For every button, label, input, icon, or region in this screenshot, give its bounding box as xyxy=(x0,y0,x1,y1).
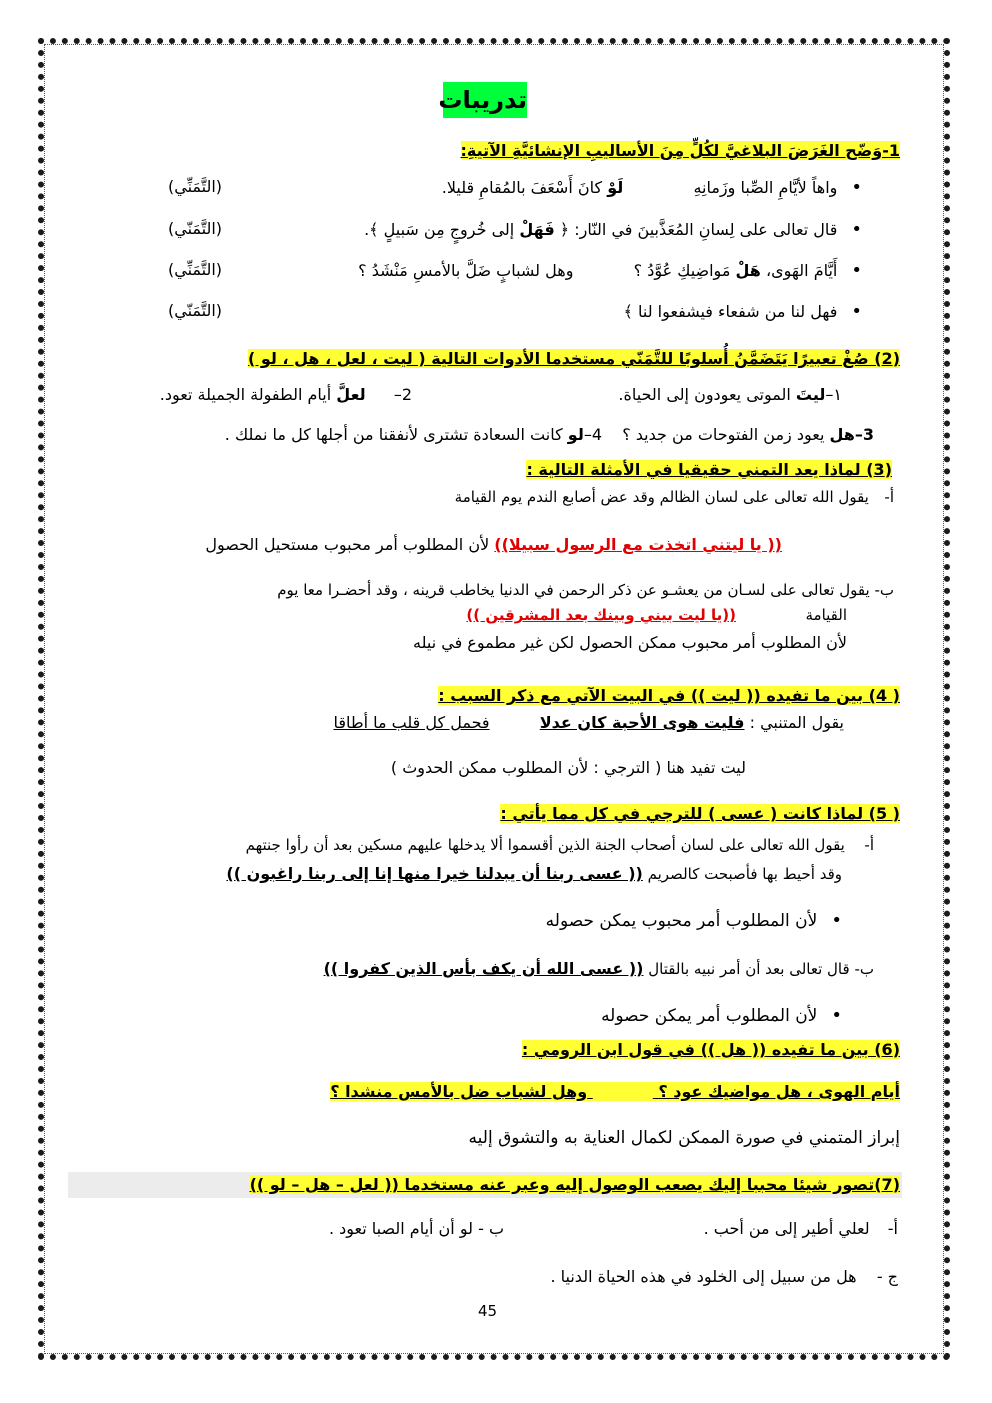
q4-verse-a: فليت هوى الأحبة كان عدلا xyxy=(539,713,745,732)
q7-b-line xyxy=(329,1219,504,1238)
q3-a-text: يقول الله تعالى على لسان الظالم وقد عض أصابع الندم يوم القيامة xyxy=(454,488,869,506)
q5-a-label: أ- xyxy=(864,836,874,854)
q2-item-2-text: أيام الطفولة الجميلة تعود. xyxy=(159,385,332,404)
q3-a-label: أ- xyxy=(884,488,894,506)
q2-item-1-keyword: ليتَ xyxy=(795,385,826,404)
q7-a-text: لعلي أطير إلى من أحب . xyxy=(703,1219,870,1238)
q1-item-2-answer: (التَّمَنّي) xyxy=(168,219,223,238)
q4-verse-b: فحمل كل قلب ما أطاقا xyxy=(333,713,490,732)
q1-item-1-answer: (التَّمَنِّي) xyxy=(168,177,223,196)
q2-item-4-number: 4– xyxy=(583,425,603,444)
q1-item-3 xyxy=(358,260,862,281)
q2-item-1 xyxy=(618,385,842,404)
q3-b-label: ب- xyxy=(874,581,894,599)
q5-b-reason-line xyxy=(601,1005,842,1026)
q2-item-3 xyxy=(225,425,874,444)
q2-item-1-number: ١– xyxy=(825,385,842,404)
q5-b-reason: لأن المطلوب أمر يمكن حصوله xyxy=(601,1006,818,1026)
q2-item-2-number: 2– xyxy=(393,385,412,404)
q4-answer: ليت تفيد هنا ( الترجي : لأن المطلوب ممكن الحدوث ) xyxy=(390,758,746,777)
q3-a-answer xyxy=(205,535,782,554)
q6-verse-a: أيام الهوى ، هل مواضيك عود ؟ xyxy=(658,1082,900,1101)
q1-item-2 xyxy=(364,219,862,240)
q2-item-3-keyword: هل xyxy=(829,425,855,444)
q1-item-3-answer: (التَّمَنِّي) xyxy=(168,260,223,279)
q2-heading: (2) صُغْ تعبيرًا يَتَضَمَّنُ أُسلوبًا للتَّمَنّي مستخدما الأدوات التالية ( ليت ، لعل ، هل ، لو ) xyxy=(248,349,900,368)
page-title: تدريبات xyxy=(443,82,527,118)
q7-heading: (7)تصور شيئا محببا إليك يصعب الوصول إليه وعبر عنه مستخدما (( لعل – هل – لو )) xyxy=(249,1175,900,1194)
q1-item-2-text-a: قال تعالى على لِسانِ المُعَذَّبينَ في النّار: ﴿ xyxy=(559,220,838,239)
q1-item-3-text-a: أَيَّامَ الهَوى، xyxy=(765,261,838,280)
q5-b-line xyxy=(324,959,874,978)
q7-b-label: ب - xyxy=(478,1219,504,1238)
q3-b-line-1 xyxy=(277,581,894,599)
q7-c-text: هل من سبيل إلى الخلود في هذه الحياة الدنيا . xyxy=(550,1267,857,1286)
q1-item-4-text-a: فهل لنا من شفعاء فيشفعوا لنا ﴾ xyxy=(623,302,838,321)
q1-item-1-text-b: كانَ أَسْعَفَ بالمُقامِ قليلا. xyxy=(441,178,603,197)
q7-b-text: لو أن أيام الصبا تعود . xyxy=(328,1219,473,1238)
q2-item-3-number: 3– xyxy=(854,425,874,444)
q5-a-reason: لأن المطلوب أمر محبوب يمكن حصوله xyxy=(545,911,818,931)
q2-item-4-text: كانت السعادة تشترى لأنفقنا من أجلها كل ما نملك . xyxy=(224,425,563,444)
q3-b-line-2 xyxy=(466,606,847,624)
q5-a-text-2: وقد أحيط بها فأصبحت كالصريم xyxy=(647,865,842,883)
q6-verse xyxy=(330,1082,900,1101)
q5-a-line-1 xyxy=(246,836,874,854)
q7-a-label: أ- xyxy=(887,1219,898,1238)
q6-verse-b: وهل لشباب ضل بالأمس منشدا ؟ xyxy=(330,1082,588,1101)
q2-item-2-keyword: لعلَّ xyxy=(336,385,366,404)
q4-heading: ( 4) بين ما تفيده (( ليت )) في البيت الآتي مع ذكر السبب : xyxy=(438,686,900,705)
q2-item-1-text: الموتى يعودون إلى الحياة. xyxy=(618,385,791,404)
q1-item-4 xyxy=(624,301,862,322)
q1-item-4-answer: (التَّمَنّي) xyxy=(168,301,223,320)
q1-item-1-text-a: واهاً لأيَّامِ الصِّبا وزَمانِهِ xyxy=(693,178,838,197)
q6-answer: إبراز المتمني في صورة الممكن لكمال العناية به والتشوق إليه xyxy=(468,1128,900,1148)
q3-heading: (3) لماذا يعد التمني حقيقيا في الأمثلة التالية : xyxy=(526,460,892,479)
page-number: 45 xyxy=(478,1302,498,1320)
q7-a-line xyxy=(704,1219,898,1238)
q1-item-3-keyword: هَلْ xyxy=(735,261,761,280)
q1-item-2-text-b: إلى خُروجٍ مِن سَبيلٍ ﴾. xyxy=(364,220,515,239)
q3-b-quote: ((يا ليت بيني وبينك بعد المشرقين )) xyxy=(466,606,736,624)
q1-item-1-keyword: لَوْ xyxy=(607,178,624,197)
q1-item-3-text-c: وهل لشبابٍ ضَلَّ بالأمسِ مَنْشَدُ ؟ xyxy=(358,261,574,280)
q1-item-2-keyword: فَهَلْ xyxy=(519,220,555,239)
q7-c-label: ج - xyxy=(876,1267,898,1286)
q3-b-reason: لأن المطلوب أمر محبوب ممكن الحصول لكن غير مطموع في نيله xyxy=(412,633,847,652)
q5-a-quote: (( عسى ربنا أن يبدلنا خيرا منها إنا إلى ربنا راغبون )) xyxy=(226,864,643,883)
q2-item-2 xyxy=(160,385,412,404)
q5-b-label: ب- xyxy=(854,960,874,978)
q1-heading: 1-وَضّح الغَرَضَ البلاغيَّ لكُلٍّ مِنَ الأساليبِ الإنشائيَّةِ الآتيةِ: xyxy=(460,141,900,160)
q2-item-4-keyword: لو xyxy=(567,425,584,444)
q7-c-line xyxy=(550,1267,898,1286)
q4-verse xyxy=(333,713,844,732)
q5-heading: ( 5) لماذا كانت ( عسى ) للترجي في كل مما يأتي : xyxy=(500,804,900,823)
q5-b-text: قال تعالى بعد أن أمر نبيه بالقتال xyxy=(648,960,850,978)
q4-intro: يقول المتنبي : xyxy=(749,713,844,732)
q1-item-1 xyxy=(442,177,862,198)
q5-a-reason-line xyxy=(546,910,842,931)
q2-item-3-text: يعود زمن الفتوحات من جديد ؟ xyxy=(622,425,825,444)
q3-a-reason: لأن المطلوب أمر محبوب مستحيل الحصول xyxy=(205,535,490,554)
q5-a-text-1: يقول الله تعالى على لسان أصحاب الجنة الذين أقسموا ألا يدخلها عليهم مسكين بعد أن رأوا جنتهم xyxy=(245,836,845,854)
q5-a-line-2 xyxy=(226,864,842,883)
q3-b-text-2: القيامة xyxy=(805,606,847,624)
q3-a-line xyxy=(455,488,894,506)
q3-a-quote: (( يا ليتني اتخذت مع الرسول سبيلا)) xyxy=(494,535,782,554)
q1-item-3-text-b: مَواضِيكِ عُوَّدُ ؟ xyxy=(633,261,731,280)
q6-heading: (6) بين ما تفيده (( هل )) في قول ابن الرومي : xyxy=(521,1040,900,1059)
q3-b-text-1: يقول تعالى على لسـان من يعشـو عن ذكر الرحمن في الدنيا يخاطب قرينه ، وقد أحضـرا معا يوم xyxy=(277,581,870,599)
q5-b-quote: (( عسى الله أن يكف بأس الذين كفروا )) xyxy=(323,959,644,978)
